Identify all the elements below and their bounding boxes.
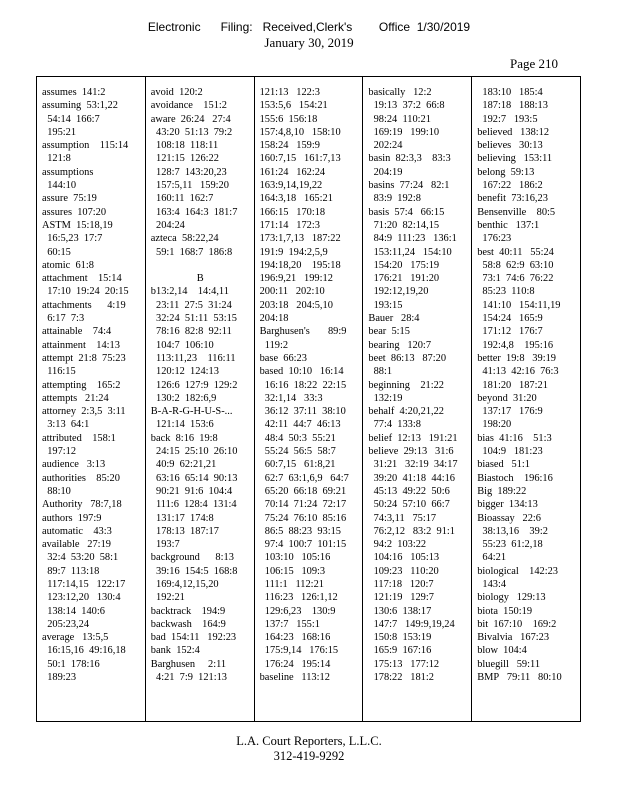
index-entry: 192:12,19,20 bbox=[368, 286, 429, 298]
index-entry: 121:19 129:7 bbox=[368, 592, 434, 604]
index-entry: attempts 21:24 bbox=[42, 392, 109, 404]
index-entry: 176:24 195:14 bbox=[259, 658, 331, 670]
index-entry: backtrack 194:9 bbox=[150, 605, 226, 617]
index-entry: bit 167:10 169:2 bbox=[477, 618, 557, 630]
index-entry: benefit 73:16,23 bbox=[477, 193, 548, 205]
index-entry: 43:20 51:13 79:2 bbox=[150, 126, 233, 138]
index-entry: best 40:11 55:24 bbox=[477, 246, 554, 258]
index-entry: 58:8 62:9 63:10 bbox=[477, 259, 554, 271]
index-entry: 88:1 bbox=[368, 366, 393, 378]
index-entry: 54:14 166:7 bbox=[42, 113, 100, 125]
index-entry: 104:9 181:23 bbox=[477, 446, 543, 458]
index-column-4 bbox=[363, 77, 472, 721]
index-entry: belong 59:13 bbox=[477, 166, 535, 178]
index-entry: 90:21 91:6 104:4 bbox=[150, 485, 233, 497]
index-entry: 71:20 82:14,15 bbox=[368, 219, 440, 231]
index-entry: 120:12 124:13 bbox=[150, 366, 219, 378]
index-entry: 131:17 174:8 bbox=[150, 512, 214, 524]
index-entry: 137:7 155:1 bbox=[259, 618, 320, 630]
index-entry: 121:13 122:3 bbox=[259, 87, 320, 98]
index-entry: 109:23 110:20 bbox=[368, 565, 439, 577]
index-entry: better 19:8 39:19 bbox=[477, 352, 556, 364]
index-column-1 bbox=[37, 77, 146, 721]
index-entry: Authority 78:7,18 bbox=[42, 499, 122, 511]
index-entry: 143:4 bbox=[477, 578, 507, 590]
index-entry: 6:17 7:3 bbox=[42, 313, 85, 325]
index-entry: 192:21 bbox=[150, 592, 185, 604]
index-entry: 163:4 164:3 181:7 bbox=[150, 206, 238, 218]
index-entry: 123:12,20 130:4 bbox=[42, 592, 121, 604]
index-entry: B-A-R-G-H-U-S-... bbox=[150, 406, 233, 418]
filing-header bbox=[0, 20, 618, 50]
index-entry: 16:5,23 17:7 bbox=[42, 233, 103, 245]
index-entry: believes 30:13 bbox=[477, 140, 543, 152]
index-entry: 160:11 162:7 bbox=[150, 193, 214, 205]
index-entry: 205:23,24 bbox=[42, 618, 90, 630]
index-entry: 55:24 56:5 58:7 bbox=[259, 446, 336, 458]
index-entry: authors 197:9 bbox=[42, 512, 102, 524]
index-entry: 126:6 127:9 129:2 bbox=[150, 379, 238, 391]
index-entry: audience 3:13 bbox=[42, 459, 106, 471]
index-entry: 196:9,21 199:12 bbox=[259, 273, 333, 285]
index-entry: 183:10 185:4 bbox=[477, 87, 543, 98]
index-entry: 155:6 156:18 bbox=[259, 113, 318, 125]
index-entry: automatic 43:3 bbox=[42, 525, 112, 537]
index-entry: 117:14,15 122:17 bbox=[42, 578, 126, 590]
index-entry: attachments 4:19 bbox=[42, 299, 126, 311]
index-entry: attainable 74:4 bbox=[42, 326, 112, 338]
footer bbox=[0, 734, 618, 764]
index-entry: biota 150:19 bbox=[477, 605, 533, 617]
index-entry: 130:6 138:17 bbox=[368, 605, 432, 617]
index-entry: 197:12 bbox=[42, 446, 77, 458]
index-entry: 187:18 188:13 bbox=[477, 100, 548, 112]
index-entry: 16:15,16 49:16,18 bbox=[42, 645, 126, 657]
index-entry: 65:20 66:18 69:21 bbox=[259, 485, 347, 497]
index-entry: 189:23 bbox=[42, 672, 77, 684]
index-entry: basins 77:24 82:1 bbox=[368, 180, 450, 192]
index-entry: 176:23 bbox=[477, 233, 512, 245]
index-entry: 129:6,23 130:9 bbox=[259, 605, 336, 617]
index-entry: BMP 79:11 80:10 bbox=[477, 672, 562, 684]
index-entry: authorities 85:20 bbox=[42, 472, 120, 484]
index-entry: azteca 58:22,24 bbox=[150, 233, 219, 245]
filing-date: January 30, 2019 bbox=[264, 35, 354, 50]
index-entry: 59:1 168:7 186:8 bbox=[150, 246, 233, 258]
index-entry: 193:15 bbox=[368, 299, 403, 311]
index-entry: Bensenville 80:5 bbox=[477, 206, 556, 218]
reporter-phone: 312-419-9292 bbox=[273, 749, 345, 763]
index-entry: 138:14 140:6 bbox=[42, 605, 105, 617]
index-entry: 111:1 112:21 bbox=[259, 578, 324, 590]
index-entry: 128:7 143:20,23 bbox=[150, 166, 227, 178]
index-entry: 165:9 167:16 bbox=[368, 645, 432, 657]
index-entry: Biastoch 196:16 bbox=[477, 472, 553, 484]
index-entry: 193:7 bbox=[150, 539, 180, 551]
index-entry: average 13:5,5 bbox=[42, 632, 109, 644]
index-entry: believed 138:12 bbox=[477, 126, 550, 138]
index-entry: aware 26:24 27:4 bbox=[150, 113, 231, 125]
index-entry: 55:23 61:2,18 bbox=[477, 539, 543, 551]
index-entry: 166:15 170:18 bbox=[259, 206, 326, 218]
index-entry: 164:23 168:16 bbox=[259, 632, 331, 644]
index-entry: assuming 53:1,22 bbox=[42, 100, 118, 112]
index-entry: 175:13 177:12 bbox=[368, 658, 440, 670]
index-entry: 161:24 162:24 bbox=[259, 166, 326, 178]
index-entry: 39:16 154:5 168:8 bbox=[150, 565, 238, 577]
index-entry: 77:4 133:8 bbox=[368, 419, 421, 431]
index-entry: 198:20 bbox=[477, 419, 512, 431]
index-entry: 137:17 176:9 bbox=[477, 406, 543, 418]
index-entry: 104:16 105:13 bbox=[368, 552, 440, 564]
index-entry: Bivalvia 167:23 bbox=[477, 632, 550, 644]
index-entry: based 10:10 16:14 bbox=[259, 366, 344, 378]
index-entry bbox=[151, 259, 250, 272]
index-entry: Barghusen's 89:9 bbox=[259, 326, 347, 338]
index-entry: 194:18,20 195:18 bbox=[259, 259, 341, 271]
index-entry: 173:1,7,13 187:22 bbox=[259, 233, 341, 245]
index-entry: 171:12 176:7 bbox=[477, 326, 543, 338]
index-entry: believing 153:11 bbox=[477, 153, 553, 165]
index-entry: base 66:23 bbox=[259, 352, 307, 364]
index-entry: 130:2 182:6,9 bbox=[150, 392, 217, 404]
index-entry: 50:24 57:10 66:7 bbox=[368, 499, 450, 511]
index-entry: biased 51:1 bbox=[477, 459, 530, 471]
index-entry: 83:9 192:8 bbox=[368, 193, 421, 205]
index-entry: 39:20 41:18 44:16 bbox=[368, 472, 455, 484]
index-entry: 23:11 27:5 31:24 bbox=[150, 299, 232, 311]
index-entry: 157:4,8,10 158:10 bbox=[259, 126, 341, 138]
index-entry: attainment 14:13 bbox=[42, 339, 120, 351]
index-entry: bluegill 59:11 bbox=[477, 658, 541, 670]
index-entry: 153:5,6 154:21 bbox=[259, 100, 328, 112]
index-entry: 163:9,14,19,22 bbox=[259, 180, 323, 192]
index-entry: 178:13 187:17 bbox=[150, 525, 219, 537]
index-entry: bear 5:15 bbox=[368, 326, 410, 338]
index-entry: 73:1 74:6 76:22 bbox=[477, 273, 554, 285]
index-entry: 38:13,16 39:2 bbox=[477, 525, 548, 537]
index-entry: 45:13 49:22 50:6 bbox=[368, 485, 450, 497]
index-entry: 191:9 194:2,5,9 bbox=[259, 246, 328, 258]
index-entry: assumption 115:14 bbox=[42, 140, 129, 152]
index-entry: 41:13 42:16 76:3 bbox=[477, 366, 559, 378]
index-entry: attachment 15:14 bbox=[42, 273, 122, 285]
index-entry: 94:2 103:22 bbox=[368, 539, 427, 551]
index-entry: Big 189:22 bbox=[477, 485, 527, 497]
index-entry: 85:23 110:8 bbox=[477, 286, 535, 298]
index-entry: 202:24 bbox=[368, 140, 403, 152]
index-entry: 157:5,11 159:20 bbox=[150, 180, 229, 192]
index-entry: attributed 158:1 bbox=[42, 432, 116, 444]
index-entry: 98:24 110:21 bbox=[368, 113, 431, 125]
index-entry: 153:11,24 154:10 bbox=[368, 246, 452, 258]
index-entry: 64:21 bbox=[477, 552, 507, 564]
index-entry: 169:19 199:10 bbox=[368, 126, 440, 138]
index-entry: Bioassay 22:6 bbox=[477, 512, 541, 524]
filing-stamp: Electronic Filing: Received,Clerk's Office 1/30/2019 bbox=[147, 20, 471, 34]
index-entry: background 8:13 bbox=[150, 552, 234, 564]
index-entry: available 27:19 bbox=[42, 539, 111, 551]
index-entry: 48:4 50:3 55:21 bbox=[259, 432, 336, 444]
index-entry: 113:11,23 116:11 bbox=[150, 352, 236, 364]
index-entry: 16:16 18:22 22:15 bbox=[259, 379, 347, 391]
index-entry: 60:7,15 61:8,21 bbox=[259, 459, 336, 471]
index-entry: bad 154:11 192:23 bbox=[150, 632, 237, 644]
index-entry: 86:5 88:23 93:15 bbox=[259, 525, 341, 537]
index-entry: 192:4,8 195:16 bbox=[477, 339, 554, 351]
index-entry: 204:19 bbox=[368, 166, 403, 178]
index-entry: 106:15 109:3 bbox=[259, 565, 326, 577]
index-entry: 89:7 113:18 bbox=[42, 565, 100, 577]
index-entry: 19:13 37:2 66:8 bbox=[368, 100, 445, 112]
index-entry: 132:19 bbox=[368, 392, 403, 404]
index-entry: 154:24 165:9 bbox=[477, 313, 543, 325]
index-entry: assure 75:19 bbox=[42, 193, 97, 205]
index-entry: 192:7 193:5 bbox=[477, 113, 538, 125]
index-entry: 84:9 111:23 136:1 bbox=[368, 233, 457, 245]
index-entry: 147:7 149:9,19,24 bbox=[368, 618, 455, 630]
index-entry: b13:2,14 14:4,11 bbox=[150, 286, 229, 298]
index-column-2 bbox=[146, 77, 255, 721]
index-entry: bank 152:4 bbox=[150, 645, 200, 657]
index-entry: 141:10 154:11,19 bbox=[477, 299, 561, 311]
index-entry: 32:4 53:20 58:1 bbox=[42, 552, 119, 564]
index-entry: 103:10 105:16 bbox=[259, 552, 331, 564]
index-entry: 144:10 bbox=[42, 180, 77, 192]
index-entry: 3:13 64:1 bbox=[42, 419, 90, 431]
index-entry: 164:3,18 165:21 bbox=[259, 193, 333, 205]
index-entry: 169:4,12,15,20 bbox=[150, 578, 219, 590]
index-entry: 78:16 82:8 92:11 bbox=[150, 326, 232, 338]
index-entry: belief 12:13 191:21 bbox=[368, 432, 458, 444]
index-entry: ASTM 15:18,19 bbox=[42, 219, 113, 231]
index-entry: 88:10 bbox=[42, 485, 71, 497]
index-entry: 158:24 159:9 bbox=[259, 140, 320, 152]
index-entry: 116:23 126:1,12 bbox=[259, 592, 338, 604]
index-column-3 bbox=[255, 77, 364, 721]
index-entry: 204:24 bbox=[150, 219, 185, 231]
index-entry: 4:21 7:9 121:13 bbox=[150, 672, 227, 684]
index-entry: Bauer 28:4 bbox=[368, 313, 420, 325]
index-entry: 154:20 175:19 bbox=[368, 259, 440, 271]
index-entry: assumes 141:2 bbox=[42, 87, 106, 98]
index-entry: 50:1 178:16 bbox=[42, 658, 100, 670]
index-entry: 121:15 126:22 bbox=[150, 153, 219, 165]
index-entry: 97:4 100:7 101:15 bbox=[259, 539, 347, 551]
index-entry: 176:21 191:20 bbox=[368, 273, 440, 285]
reporter-company: L.A. Court Reporters, L.L.C. bbox=[236, 734, 382, 748]
index-entry: assures 107:20 bbox=[42, 206, 107, 218]
index-entry: 31:21 32:19 34:17 bbox=[368, 459, 458, 471]
index-entry: 36:12 37:11 38:10 bbox=[259, 406, 346, 418]
index-entry: 200:11 202:10 bbox=[259, 286, 325, 298]
index-entry: attempt 21:8 75:23 bbox=[42, 352, 126, 364]
index-entry: 17:10 19:24 20:15 bbox=[42, 286, 129, 298]
index-entry: biology 129:13 bbox=[477, 592, 546, 604]
index-entry: believe 29:13 31:6 bbox=[368, 446, 454, 458]
index-entry: 40:9 62:21,21 bbox=[150, 459, 217, 471]
index-entry: 160:7,15 161:7,13 bbox=[259, 153, 341, 165]
index-entry: 150:8 153:19 bbox=[368, 632, 432, 644]
index-entry: 195:21 bbox=[42, 126, 77, 138]
index-entry: 119:2 bbox=[259, 339, 289, 351]
index-entry: 175:9,14 176:15 bbox=[259, 645, 339, 657]
index-entry: 121:14 153:6 bbox=[150, 419, 214, 431]
index-entry: 108:18 118:11 bbox=[150, 140, 219, 152]
index-entry: backwash 164:9 bbox=[150, 618, 226, 630]
index-entry: biological 142:23 bbox=[477, 565, 558, 577]
index-entry: 74:3,11 75:17 bbox=[368, 512, 437, 524]
index-entry: 167:22 186:2 bbox=[477, 180, 543, 192]
index-entry: 32:1,14 33:3 bbox=[259, 392, 323, 404]
index-entry: 60:15 bbox=[42, 246, 71, 258]
word-index-table bbox=[36, 76, 581, 722]
index-entry: bigger 134:13 bbox=[477, 499, 538, 511]
index-entry: 76:2,12 83:2 91:1 bbox=[368, 525, 455, 537]
index-entry: Barghusen 2:11 bbox=[150, 658, 227, 670]
index-entry: 116:15 bbox=[42, 366, 76, 378]
index-entry: beginning 21:22 bbox=[368, 379, 445, 391]
index-entry: 70:14 71:24 72:17 bbox=[259, 499, 347, 511]
index-entry: basis 57:4 66:15 bbox=[368, 206, 445, 218]
index-entry: basin 82:3,3 83:3 bbox=[368, 153, 451, 165]
index-entry: B bbox=[196, 273, 204, 285]
index-entry: benthic 137:1 bbox=[477, 219, 540, 231]
index-entry: 104:7 106:10 bbox=[150, 339, 214, 351]
index-column-5 bbox=[472, 77, 580, 721]
index-entry: assumptions bbox=[42, 166, 94, 178]
index-entry: bearing 120:7 bbox=[368, 339, 432, 351]
index-entry: baseline 113:12 bbox=[259, 672, 330, 684]
index-entry: 24:15 25:10 26:10 bbox=[150, 446, 238, 458]
index-entry: behalf 4:20,21,22 bbox=[368, 406, 444, 418]
index-entry: bias 41:16 51:3 bbox=[477, 432, 552, 444]
index-entry: 63:16 65:14 90:13 bbox=[150, 472, 238, 484]
index-entry: 32:24 51:11 53:15 bbox=[150, 313, 238, 325]
index-entry: 178:22 181:2 bbox=[368, 672, 434, 684]
index-entry: 75:24 76:10 85:16 bbox=[259, 512, 347, 524]
index-entry: 204:18 bbox=[259, 313, 289, 325]
page-number: Page 210 bbox=[509, 56, 558, 71]
index-entry: 203:18 204:5,10 bbox=[259, 299, 333, 311]
index-entry: basically 12:2 bbox=[368, 87, 432, 98]
index-entry: 111:6 128:4 131:4 bbox=[150, 499, 237, 511]
index-entry: 121:8 bbox=[42, 153, 71, 165]
index-entry: beet 86:13 87:20 bbox=[368, 352, 447, 364]
index-entry: 171:14 172:3 bbox=[259, 219, 320, 231]
index-entry: blow 104:4 bbox=[477, 645, 527, 657]
index-entry: attorney 2:3,5 3:11 bbox=[42, 406, 126, 418]
index-entry: 62:7 63:1,6,9 64:7 bbox=[259, 472, 349, 484]
index-entry: back 8:16 19:8 bbox=[150, 432, 218, 444]
index-entry: atomic 61:8 bbox=[42, 259, 94, 271]
index-entry: 117:18 120:7 bbox=[368, 578, 434, 590]
index-entry: beyond 31:20 bbox=[477, 392, 537, 404]
index-entry: avoid 120:2 bbox=[150, 87, 203, 98]
index-entry: 181:20 187:21 bbox=[477, 379, 548, 391]
index-entry: 42:11 44:7 46:13 bbox=[259, 419, 341, 431]
index-entry: avoidance 151:2 bbox=[150, 100, 227, 112]
index-entry: attempting 165:2 bbox=[42, 379, 121, 391]
